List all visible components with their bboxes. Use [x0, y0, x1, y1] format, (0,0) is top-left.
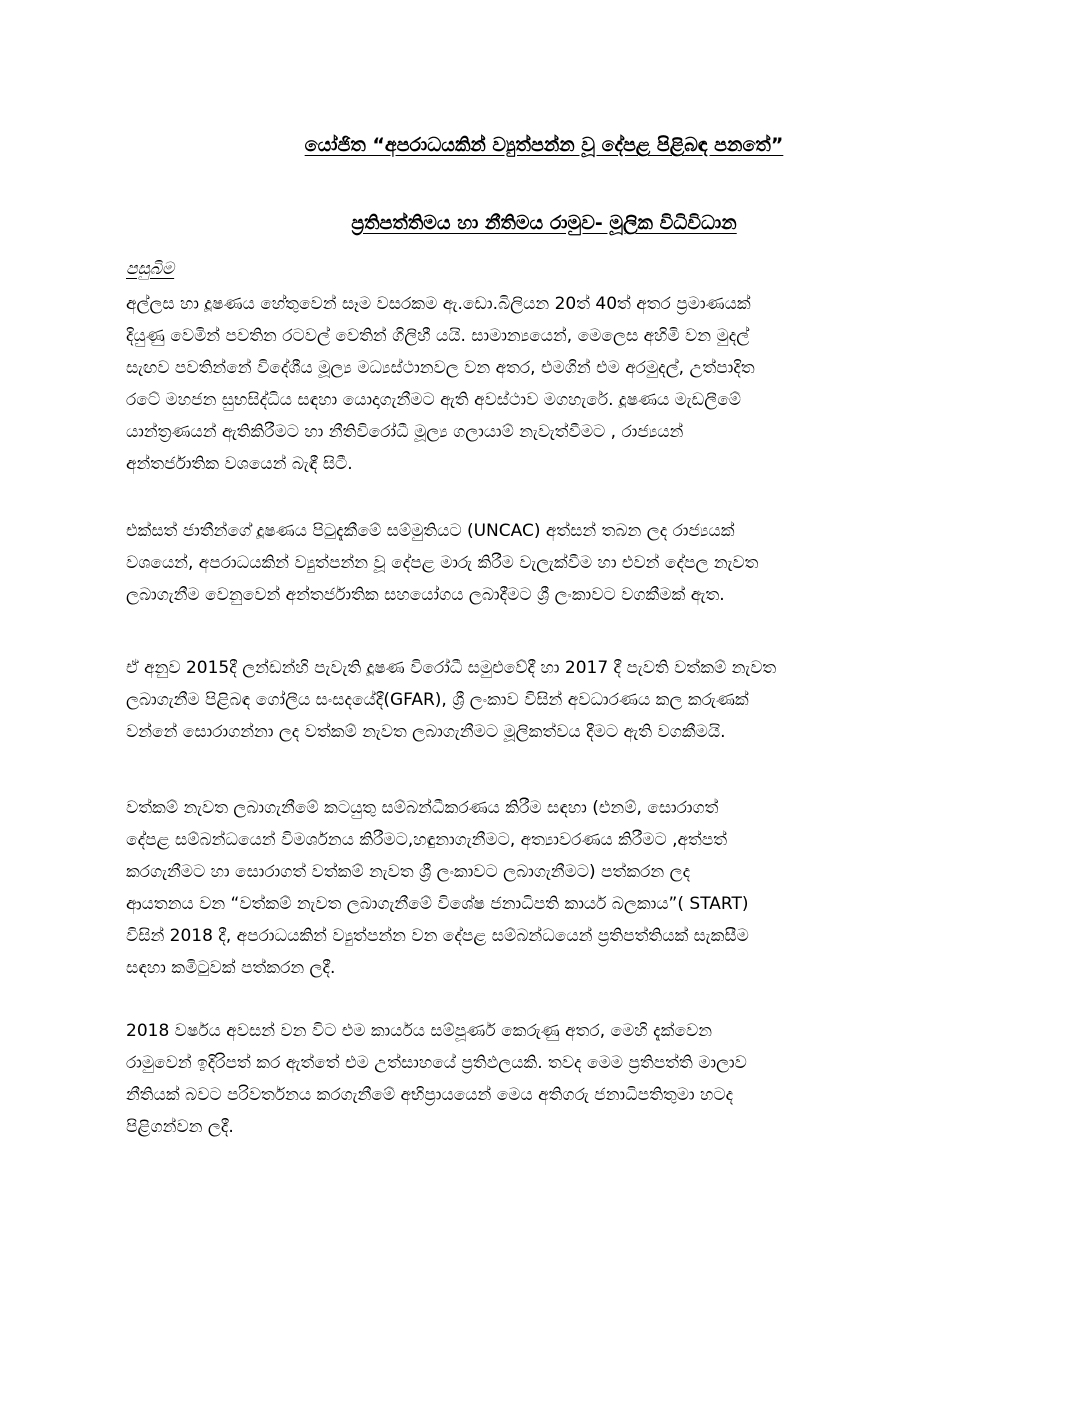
paragraph-line: ලබාගැනීම පිළිබඳ ගෝලීය සංසදයේදී(GFAR), ශ්‍රී ලංකාව විසින් අවධාරණය කල කරුණක්: [126, 690, 749, 710]
paragraph-line: සඳහා කමිටුවක් පත්කරන ලදී.: [126, 958, 336, 978]
document-title: යෝජිත “අපරාධයකින් ව්‍යුත්පන්න වූ දේපළ පිළිබඳ පනතේ”: [304, 134, 784, 156]
paragraph-4: [126, 792, 956, 984]
paragraph-line: වන්නේ සොරාගන්නා ලද වත්කම් නැවත ලබාගැනීමට මූලිකත්වය දීමට ඇති වගකීමයි.: [126, 722, 726, 742]
section-heading-background: පසුබිම: [126, 259, 175, 279]
paragraph-5: [126, 1015, 956, 1143]
paragraph-line: පිළිගන්වන ලදී.: [126, 1117, 234, 1137]
paragraph-line: ආයතනය වන “වත්කම් නැවත ලබාගැනීමේ විශේෂ ජනාධිපති කාර්ය බලකාය”( START): [126, 894, 749, 914]
paragraph-line: යාන්ත්‍රණයන් ඇතිකිරීමට හා නීතිවිරෝධී මූල්‍ය ගලායාම් නැවැත්වීමට , රාජ්‍යයන්: [126, 422, 684, 442]
document-subtitle: ප්‍රතිපත්තිමය හා නීතිමය රාමුව- මූලික විධිවිධාන: [351, 212, 737, 234]
paragraph-line: රටේ මහජන සුභසිද්ධිය සඳහා යොදාගැනීමට ඇති අවස්ථාව මගහැරේ. දූෂණය මැඩලීමේ: [126, 390, 742, 410]
paragraph-line: වශයෙන්, අපරාධයකින් ව්‍යුත්පන්න වූ දේපළ මාරු කිරීම වැලැක්වීම හා එවන් දේපල නැවත: [126, 553, 759, 573]
paragraph-line: 2018 වර්ෂය අවසන් වන විට එම කාර්යය සම්පූර්ණ කෙරුණු අතර, මෙහි දැක්වෙන: [126, 1021, 713, 1041]
paragraph-line: අල්ලස හා දූෂණය හේතුවෙන් සෑම වසරකම ඇ.ඩො.බිලියන 20ත් 40ත් අතර ප්‍රමාණයක්: [126, 294, 751, 314]
paragraph-line: ඒ අනුව 2015දී ලන්ඩන්හි පැවැති දූෂණ විරෝධී සමුළුවේදී හා 2017 දී පැවති වත්කම් නැවත: [126, 658, 777, 678]
paragraph-3: [126, 652, 956, 748]
paragraph-line: දේපළ සම්බන්ධයෙන් විමර්ශනය කිරීමට,හඳුනාගැනීමට, අත්‍යාවරණය කිරීමට ,අත්පත්: [126, 830, 728, 850]
paragraph-line: රාමුවෙන් ඉදිරිපත් කර ඇත්තේ එම උත්සාහයේ ප්‍රතිඵලයකි. තවද මෙම ප්‍රතිපත්ති මාලාව: [126, 1053, 747, 1073]
paragraph-line: එක්සත් ජාතීන්ගේ දූෂණය පිටුදැකීමේ සම්මුතියට (UNCAC) අත්සන් තබන ලද රාජ්‍යයක්: [126, 521, 735, 541]
paragraph-line: කරගැනීමට හා සොරාගත් වත්කම් නැවත ශ්‍රී ලංකාවට ලබාගැනීමට) පත්කරන ලද: [126, 862, 691, 882]
paragraph-1: [126, 288, 956, 480]
paragraph-line: ලබාගැනීම වෙනුවෙන් අන්තර්ජාතික සහයෝගය ලබාදීමට ශ්‍රී ලංකාවට වගකීමක් ඇත.: [126, 585, 725, 605]
paragraph-line: දියුණු වෙමින් පවතින රටවල් වෙතින් ගිලිහී යයි. සාමාන්‍යයෙන්, මෙලෙස අහිමි වන මුදල්: [126, 326, 750, 346]
paragraph-line: අන්තර්ජාතික වශයෙන් බැඳී සිටී.: [126, 454, 353, 474]
paragraph-line: සැඟව පවතින්නේ විදේශීය මූල්‍ය මධ්‍යස්ථානවල වන අතර, එමගින් එම අරමුදල්, උත්පාදිත: [126, 358, 755, 378]
paragraph-2: [126, 515, 956, 611]
paragraph-line: වත්කම් නැවත ලබාගැනීමේ කටයුතු සම්බන්ධීකරණය කිරීම සඳහා (එනම්, සොරාගත්: [126, 798, 719, 818]
paragraph-line: නීතියක් බවට පරිවර්තනය කරගැනීමේ අභිප්‍රායයෙන් මෙය අතිගරු ජනාධිපතිතුමා හටද: [126, 1085, 734, 1105]
paragraph-line: විසින් 2018 දී, අපරාධයකින් ව්‍යුත්පන්න වන දේපළ සම්බන්ධයෙන් ප්‍රතිපත්තියක් සැකසීම: [126, 926, 749, 946]
